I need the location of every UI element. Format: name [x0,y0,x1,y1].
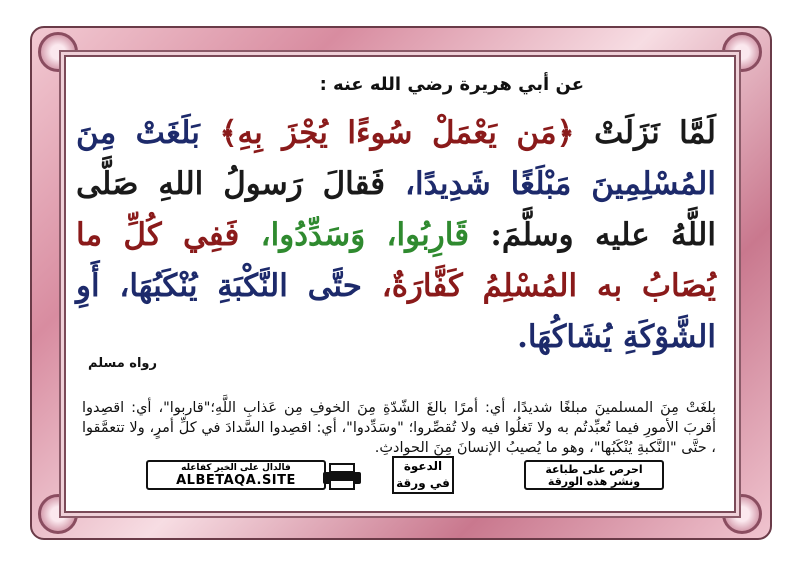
printer-icon [320,462,364,490]
hadith-text [76,108,716,363]
quran-verse: ﴿مَن يَعْمَلْ سُوءًا يُجْزَ بِهِ﴾ [219,115,575,151]
website-link[interactable]: ALBETAQA.SITE [176,473,296,488]
hadith-intro: عن أبي هريرة رضي الله عنه : [319,74,584,95]
print-reminder [524,460,664,490]
logo-icon [392,456,454,494]
logo-text: في ورقة [396,476,450,490]
website-box [146,460,326,490]
narrator-source: رواه مسلم [88,356,157,371]
prophet-saying: حتَّى النَّكْبَةِ يُنْكَبُهَا، أَوِ الشَّوْكَةِ يُشَاكُهَا. [76,268,716,355]
print-reminder-line: احرص على طباعة [545,463,643,476]
hadith-card [76,62,724,502]
logo-text: الدعوة [403,459,443,473]
prophet-saying: فَفِي كُلِّ ما يُصَابُ به المُسْلِمُ كَفَّارَةٌ، [76,217,716,304]
hadith-part: بَلَغَتْ مِنَ المُسْلِمِينَ مَبْلَغًا شَدِيدًا، [76,115,716,202]
prophet-saying: قَارِبُوا، وَسَدِّدُوا، [260,217,470,253]
hadith-part: لَمَّا نَزَلَتْ [594,115,716,151]
explanation-text: بلغَتْ مِنَ المسلمينَ مبلغًا شديدًا، أي: أمرًا بالغَ الشّدّةِ مِنَ الخوفِ مِن عَذابِ اللَّهِ؛"قاربوا"، أي: اقصِدوا أقربَ الأمورِ فيما تُعبِّدتُم به ولا تَغلُوا فيه ولا تُقصِّروا؛ "وسَدِّدوا"، أي: اقصِدوا السَّدادَ في كلِّ أمرٍ، ولا تتعمَّقوا ، حتَّى "النَّكبةِ يُنْكَبُها"، وهو ما يُصيبُ الإنسانَ مِنَ الحوادثِ. [82,400,716,456]
footer-motto: فالدال على الخير كفاعله [181,463,291,473]
hadith-part: فَقالَ رَسولُ اللهِ صَلَّى اللَّهُ عليه وسلَّمَ: [76,166,716,253]
footer [76,454,724,498]
print-reminder-line: ونشر هذه الورقة [547,475,641,488]
